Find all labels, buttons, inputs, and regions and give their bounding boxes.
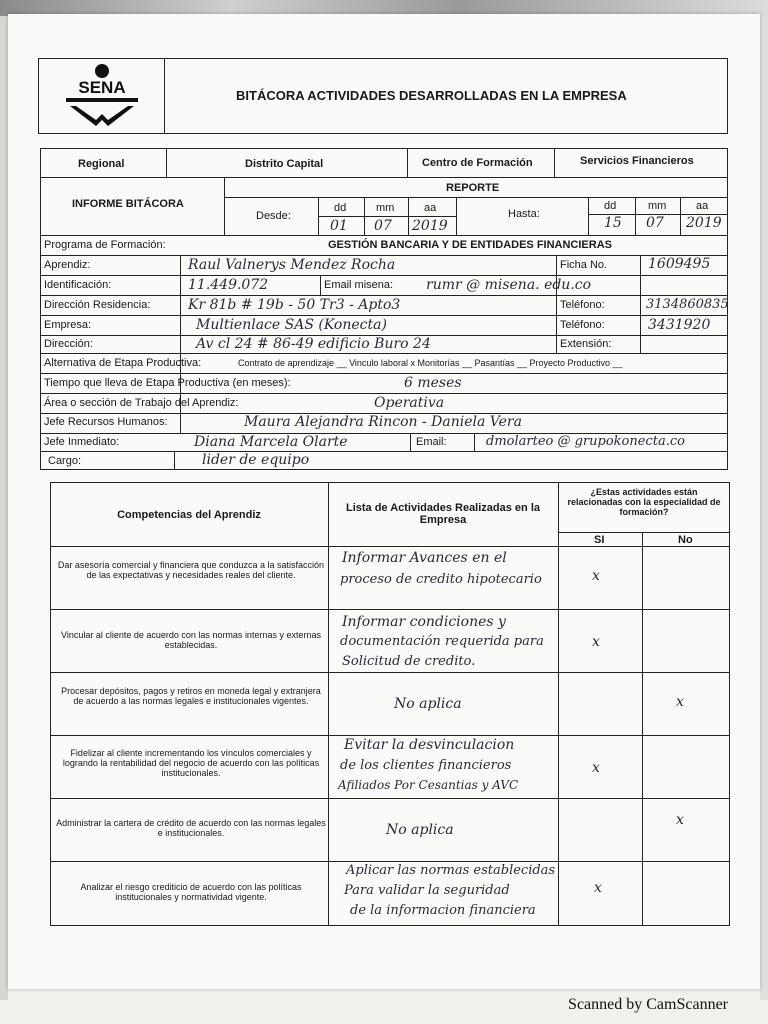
actividad-6-line-2: Para validar la seguridad — [344, 883, 510, 898]
competencia-2: Vincular al cliente de acuerdo con las normas internas y externas establecidas. — [61, 630, 321, 650]
rule — [640, 255, 641, 353]
direccion-res-value: Kr 81b # 19b - 50 Tr3 - Apto3 — [188, 297, 401, 313]
jefe-rrhh-value: Maura Alejandra Rincon - Daniela Vera — [244, 414, 522, 430]
regional-value: Distrito Capital — [245, 158, 324, 170]
direccion-value: Av cl 24 # 86-49 edificio Buro 24 — [196, 336, 431, 352]
cargo-label: Cargo: — [48, 455, 82, 467]
rule — [642, 532, 643, 926]
informe-label: INFORME BITÁCORA — [72, 198, 184, 210]
rule — [588, 197, 589, 235]
desde-mm-label: mm — [376, 202, 395, 214]
rule — [558, 532, 730, 533]
email-misena-value: rumr @ misena. edu.co — [426, 277, 592, 293]
desde-mm-value: 07 — [374, 218, 392, 234]
hasta-aa-value: 2019 — [686, 215, 722, 231]
page-title: BITÁCORA ACTIVIDADES DESARROLLADAS EN LA EMPRESA — [236, 88, 627, 103]
competencia-4: Fidelizar al cliente incrementando los vínculos comerciales y logrando la rentabilidad del negocio de acuerdo con las políticas institucionales. — [62, 748, 320, 778]
rule — [40, 275, 728, 276]
actividad-2-line-1: Informar condiciones y — [342, 614, 506, 630]
telefono1-label: Teléfono: — [560, 299, 605, 311]
hasta-dd-label: dd — [604, 200, 617, 212]
header-divider — [164, 58, 165, 134]
no-mark-5: x — [676, 812, 684, 828]
rule — [40, 451, 728, 452]
rule — [554, 148, 555, 177]
actividad-2-line-3: Solicitud de credito. — [342, 654, 476, 669]
sena-logo — [56, 62, 148, 130]
actividad-1-line-1: Informar Avances en el — [342, 550, 507, 566]
desde-dd-value: 01 — [330, 218, 348, 234]
centro-value: Servicios Financieros — [580, 155, 694, 167]
col-actividades-header: Lista de Actividades Realizadas en la Empresa — [345, 502, 540, 526]
direccion-label: Dirección: — [44, 338, 93, 350]
scan-right-edge — [760, 0, 768, 1000]
tiempo-label: Tiempo que lleva de Etapa Productiva (en meses): — [44, 377, 291, 389]
logo-text: SENA — [78, 78, 126, 97]
telefono1-value: 3134860835 — [646, 297, 729, 312]
actividad-4-line-3: Afiliados Por Cesantias y AVC — [338, 778, 519, 792]
rule — [40, 315, 728, 316]
rule — [50, 672, 730, 673]
si-mark-2: x — [592, 634, 600, 650]
actividad-4-line-2: de los clientes financieros — [340, 758, 512, 773]
email-misena-label: Email misena: — [324, 279, 394, 291]
rule — [40, 177, 728, 178]
actividad-6-line-3: de la informacion financiera — [350, 903, 536, 918]
si-mark-4: x — [592, 760, 600, 776]
competencia-3: Procesar depósitos, pagos y retiros en moneda legal y extranjera de acuerdo a las normas legales e institucionales vigentes. — [61, 686, 321, 706]
scanner-watermark: Scanned by CamScanner — [568, 996, 728, 1013]
centro-label: Centro de Formación — [422, 157, 533, 169]
rule — [40, 373, 728, 374]
desde-aa-label: aa — [424, 202, 437, 214]
rule — [40, 235, 728, 236]
hasta-mm-label: mm — [648, 200, 667, 212]
hasta-mm-value: 07 — [646, 215, 664, 231]
empresa-label: Empresa: — [44, 319, 92, 331]
regional-label: Regional — [78, 158, 125, 170]
si-mark-6: x — [594, 880, 602, 896]
telefono2-value: 3431920 — [648, 317, 711, 333]
area-label: Área o sección de Trabajo del Aprendiz: — [44, 397, 239, 409]
rule — [558, 482, 559, 926]
actividad-1-line-2: proceso de credito hipotecario — [340, 572, 542, 587]
rule — [50, 735, 730, 736]
identificacion-value: 11.449.072 — [188, 277, 269, 293]
rule — [40, 255, 728, 256]
tiempo-value: 6 meses — [404, 375, 462, 391]
rule — [50, 546, 730, 547]
identificacion-label: Identificación: — [44, 279, 112, 291]
rule — [407, 148, 408, 177]
rule — [318, 216, 456, 217]
ficha-value: 1609495 — [648, 256, 711, 272]
col-pregunta-header: ¿Estas actividades están relacionadas con la especialidad de formación? — [567, 487, 721, 517]
aprendiz-label: Aprendiz: — [44, 259, 91, 271]
alternativa-options: Contrato de aprendizaje __ Vinculo laboral x Monitorías __ Pasantías __ Proyecto Productivo __ — [238, 358, 623, 368]
rule — [474, 433, 475, 451]
email-label: Email: — [416, 436, 447, 448]
empresa-value: Multienlace SAS (Konecta) — [196, 317, 387, 333]
rule — [50, 609, 730, 610]
ficha-label: Ficha No. — [560, 259, 608, 271]
area-value: Operativa — [374, 395, 445, 411]
direccion-res-label: Dirección Residencia: — [44, 299, 151, 311]
programa-label: Programa de Formación: — [44, 239, 166, 251]
jefe-rrhh-label: Jefe Recursos Humanos: — [44, 416, 168, 428]
rule — [635, 197, 636, 235]
rule — [680, 197, 681, 235]
rule — [40, 295, 728, 296]
desde-dd-label: dd — [334, 202, 347, 214]
col-no-header: No — [678, 534, 693, 546]
rule — [40, 353, 728, 354]
desde-label: Desde: — [256, 210, 291, 222]
hasta-dd-value: 15 — [604, 215, 622, 231]
no-mark-3: x — [676, 694, 684, 710]
alternativa-label: Alternativa de Etapa Productiva: — [44, 357, 202, 369]
actividad-4-line-1: Evitar la desvinculacion — [344, 737, 515, 753]
actividad-6-line-1: Aplicar las normas establecidas — [346, 863, 556, 878]
competencia-6: Analizar el riesgo crediticio de acuerdo con las políticas institucionales y normatividad vigente. — [80, 882, 302, 902]
rule — [320, 275, 321, 295]
rule — [328, 482, 329, 926]
rule — [410, 433, 411, 451]
aprendiz-value: Raul Valnerys Mendez Rocha — [188, 257, 396, 273]
actividad-5-line-1: No aplica — [386, 822, 454, 838]
scan-left-edge — [0, 0, 8, 1000]
rule — [50, 861, 730, 862]
col-si-header: SI — [594, 534, 605, 546]
actividad-3-line-1: No aplica — [394, 696, 462, 712]
rule — [174, 451, 175, 470]
actividad-2-line-2: documentación requerida para — [340, 634, 544, 649]
reporte-label: REPORTE — [446, 182, 500, 194]
jefe-inmediato-value: Diana Marcela Olarte — [194, 434, 348, 450]
hasta-label: Hasta: — [508, 208, 540, 220]
col-competencias-header: Competencias del Aprendiz — [117, 509, 261, 521]
extension-label: Extensión: — [560, 338, 612, 350]
programa-value: GESTIÓN BANCARIA Y DE ENTIDADES FINANCIERAS — [328, 239, 612, 251]
hasta-aa-label: aa — [696, 200, 709, 212]
rule — [40, 393, 728, 394]
si-mark-1: x — [592, 568, 600, 584]
cargo-value: lider de equipo — [202, 452, 310, 468]
competencia-1: Dar asesoría comercial y financiera que conduzca a la satisfacción de las expectativas y necesidades reales del cliente. — [57, 560, 325, 580]
competencia-5: Administrar la cartera de crédito de acuerdo con las normas legales e institucionales. — [56, 818, 326, 838]
telefono2-label: Teléfono: — [560, 319, 605, 331]
rule — [556, 255, 557, 353]
rule — [224, 197, 728, 198]
desde-aa-value: 2019 — [412, 218, 448, 234]
rule — [456, 197, 457, 235]
rule — [224, 177, 225, 235]
jefe-inmediato-label: Jefe Inmediato: — [44, 436, 120, 448]
rule — [50, 798, 730, 799]
rule — [166, 148, 167, 177]
email-value: dmolarteo @ grupokonecta.co — [486, 434, 685, 449]
